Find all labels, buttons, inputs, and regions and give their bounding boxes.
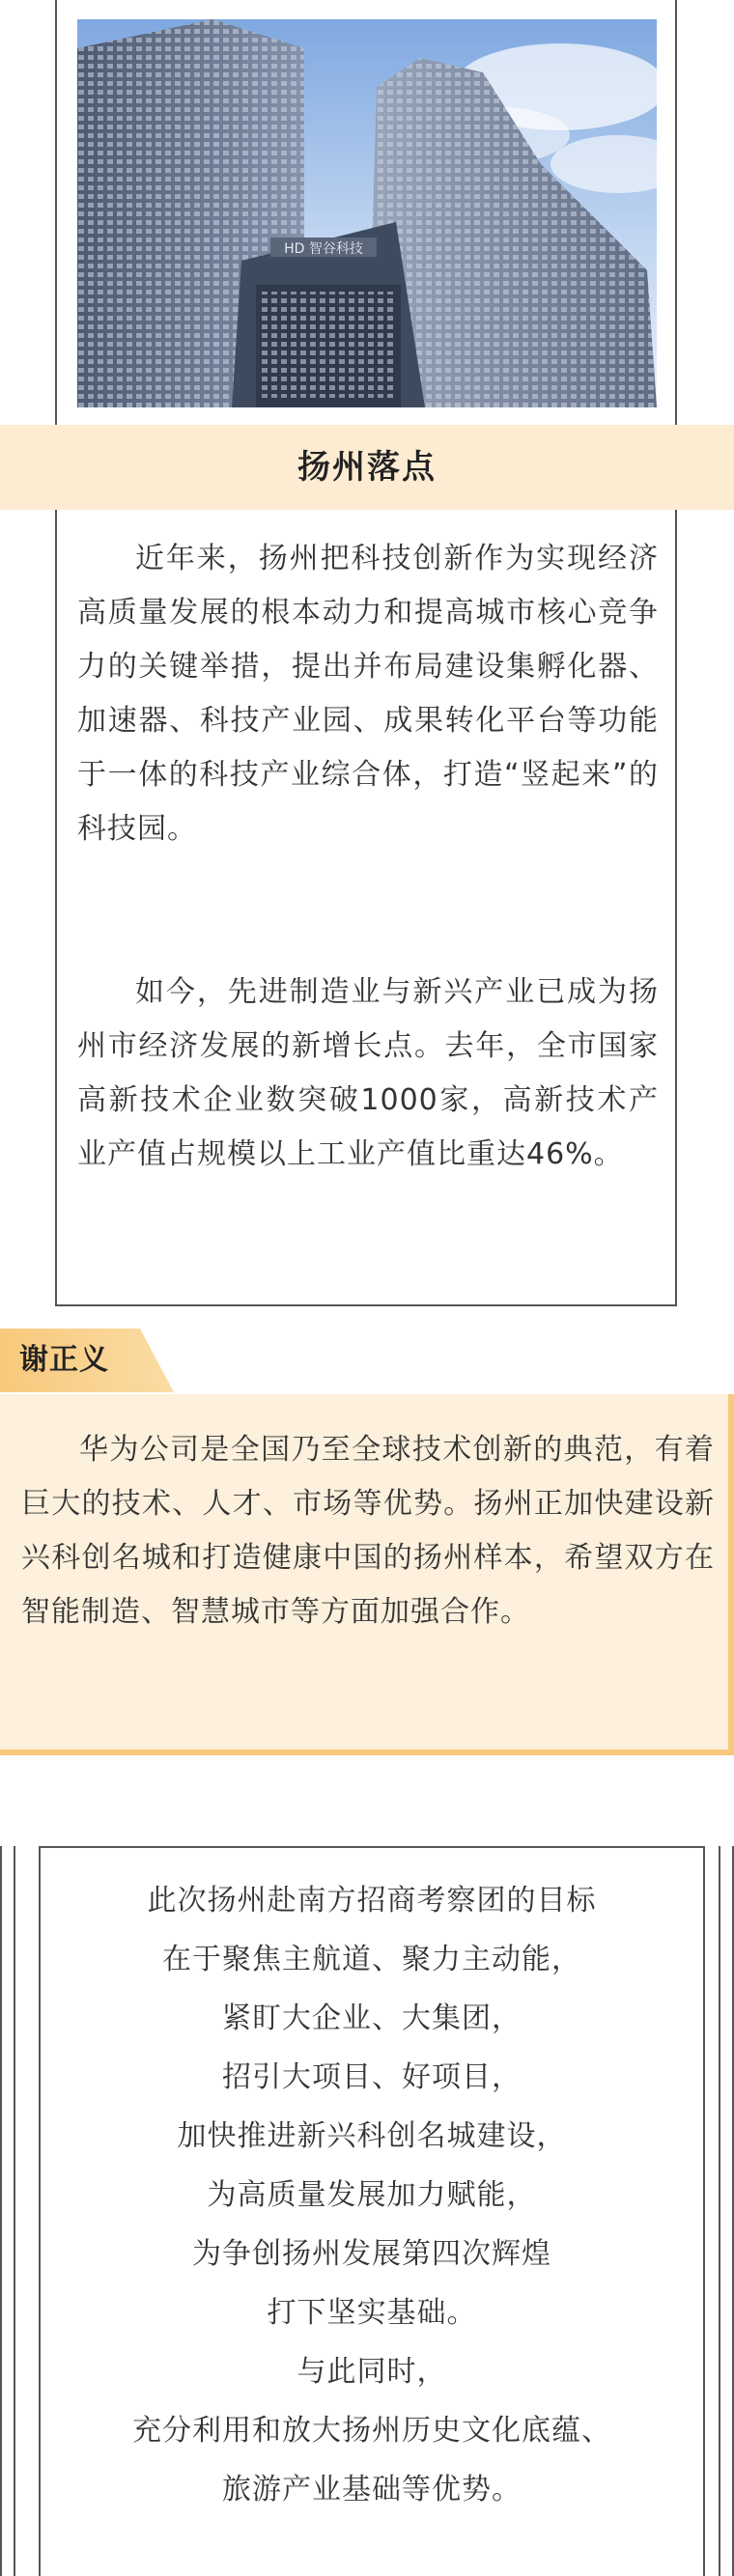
building-photo (77, 19, 657, 407)
intro-paragraph-2: 如今，先进制造业与新兴产业已成为扬州市经济发展的新增长点。去年，全市国家高新技术企业数突破1000家，高新技术产业产值占规模以上工业产值比重达46%。 (77, 975, 659, 1171)
intro-paragraph-1: 近年来，扬州把科技创新作为实现经济高质量发展的根本动力和提高城市核心竞争力的关键举措，提出并布局建设集孵化器、加速器、科技产业园、成果转化平台等功能于一体的科技产业综合体，打造“竖起来”的科技园。 (77, 542, 659, 846)
speaker-name: 谢正义 (19, 1343, 109, 1377)
statement-line: 此次扬州赴南方招商考察团的目标 (147, 1884, 597, 1918)
sign-text: HD 智谷科技 (284, 241, 363, 257)
city-skyscraper-photo-icon (77, 19, 657, 407)
statement-frame-line-left (14, 1846, 15, 2576)
statement-line: 加快推进新兴科创名城建设， (177, 2119, 567, 2153)
statement-line: 为高质量发展加力赋能， (207, 2178, 537, 2212)
speaker-quote: 华为公司是全国乃至全球技术创新的典范，有着巨大的技术、人才、市场等优势。扬州正加快建设新兴科创名城和打造健康中国的扬州样本，希望双方在智能制造、智慧城市等方面加强合作。 (21, 1433, 715, 1629)
statement-line: 紧盯大企业、大集团， (222, 2002, 522, 2035)
statement-line: 充分利用和放大扬州历史文化底蕴、 (132, 2414, 611, 2448)
statement-frame-line-right (719, 1846, 720, 2576)
statement-line: 旅游产业基础等优势。 (222, 2473, 522, 2506)
section-title: 扬州落点 (297, 448, 437, 487)
statement-line: 打下坚实基础。 (267, 2296, 477, 2330)
statement-line: 招引大项目、好项目， (222, 2060, 522, 2094)
statement-line: 为争创扬州发展第四次辉煌 (192, 2237, 551, 2271)
statement-line: 与此同时， (296, 2355, 447, 2389)
statement-line: 在于聚焦主航道、聚力主动能， (162, 1943, 581, 1976)
statement-lines (41, 1871, 703, 2519)
